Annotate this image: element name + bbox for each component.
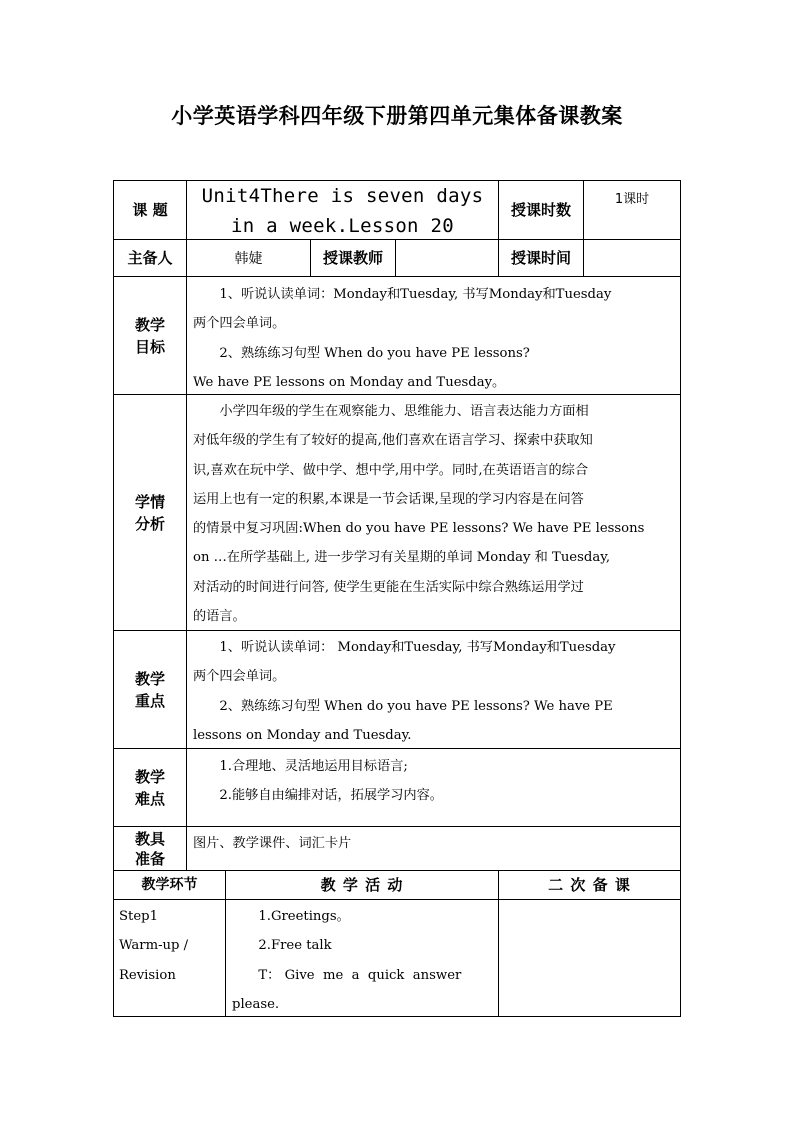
step-stage-line-1: Step1 <box>119 909 158 924</box>
step-activity-line-4: please. <box>232 996 280 1012</box>
key-points-label: 教学 重点 <box>134 669 165 710</box>
step-activity-line-3: T： Give me a quick answer <box>258 967 462 983</box>
step-stage <box>119 902 224 990</box>
key-points-line-4: lessons on Monday and Tuesday. <box>193 727 412 743</box>
step-activity-line-2: 2.Free talk <box>258 938 332 954</box>
subject-label: 课 题 <box>132 201 168 219</box>
analysis-line-6: on …在所学基础上, 进一步学习有关星期的单词 Monday 和 Tuesday, <box>193 550 611 566</box>
difficulties-content <box>193 752 677 811</box>
teacher-value <box>396 240 498 276</box>
preparer-label: 主备人 <box>127 249 173 267</box>
analysis-line-4: 运用上也有一定的积累,本课是一节会话课,呈现的学习内容是在问答 <box>193 491 584 507</box>
analysis-line-8: 的语言。 <box>193 609 246 625</box>
time-value <box>584 240 680 276</box>
subject-line-1: Unit4There is seven days <box>201 185 484 207</box>
step-activity <box>232 902 494 1019</box>
analysis-line-1: 小学四年级的学生在观察能力、思维能力、语言表达能力方面相 <box>219 404 589 419</box>
teacher-label: 授课教师 <box>322 249 383 267</box>
step-activity-line-1: 1.Greetings。 <box>258 909 350 924</box>
subject-value <box>187 181 498 239</box>
goals-line-2: 两个四会单词。 <box>193 316 286 332</box>
key-points-line-1: 1、听说认读单词： Monday和Tuesday, 书写Monday和Tuesday <box>219 640 616 655</box>
difficulties-line-2: 2.能够自由编排对话，拓展学习内容。 <box>219 788 443 804</box>
analysis-content <box>193 397 677 631</box>
analysis-line-5: 的情景中复习巩固:When do you have PE lessons? We have PE lessons <box>193 521 645 537</box>
key-points-line-2: 两个四会单词。 <box>193 669 286 685</box>
analysis-line-3: 识,喜欢在玩中学、做中学、想中学,用中学。同时,在英语语言的综合 <box>193 462 589 478</box>
key-points-content <box>193 633 677 750</box>
goals-content <box>193 280 677 397</box>
process-stage-header: 教学环节 <box>141 877 198 893</box>
materials-label: 教具 准备 <box>134 829 165 868</box>
hours-label: 授课时数 <box>510 201 571 219</box>
goals-label: 教学 目标 <box>134 315 165 356</box>
key-points-line-3: 2、熟练练习句型 When do you have PE lessons? We have PE <box>219 698 613 714</box>
analysis-label: 学情 分析 <box>134 492 165 533</box>
goals-line-1: 1、听说认读单词：Monday和Tuesday, 书写Monday和Tuesday <box>219 287 612 302</box>
hours-value: 1课时 <box>614 192 650 207</box>
step-stage-line-2: Warm-up / <box>119 938 189 954</box>
process-secondary-header: 二 次 备 课 <box>548 876 631 894</box>
goals-line-4: We have PE lessons on Monday and Tuesday。 <box>193 374 506 390</box>
process-activity-header: 教 学 活 动 <box>320 876 404 894</box>
preparer-value: 韩婕 <box>234 251 263 267</box>
materials-content <box>193 829 677 858</box>
page-title: 小学英语学科四年级下册第四单元集体备课教案 <box>171 104 623 128</box>
step-stage-line-3: Revision <box>119 967 176 983</box>
goals-line-3: 2、熟练练习句型 When do you have PE lessons? <box>219 345 530 361</box>
subject-line-2: in a week.Lesson 20 <box>230 215 455 237</box>
difficulties-label: 教学 难点 <box>134 767 165 808</box>
analysis-line-7: 对活动的时间进行问答, 使学生更能在生活实际中综合熟练运用学过 <box>193 579 584 595</box>
difficulties-line-1: 1.合理地、灵活地运用目标语言; <box>219 759 408 774</box>
time-label: 授课时间 <box>510 249 571 267</box>
analysis-line-2: 对低年级的学生有了较好的提高,他们喜欢在语言学习、探索中获取知 <box>193 433 593 449</box>
materials-value: 图片、教学课件、词汇卡片 <box>193 836 352 851</box>
